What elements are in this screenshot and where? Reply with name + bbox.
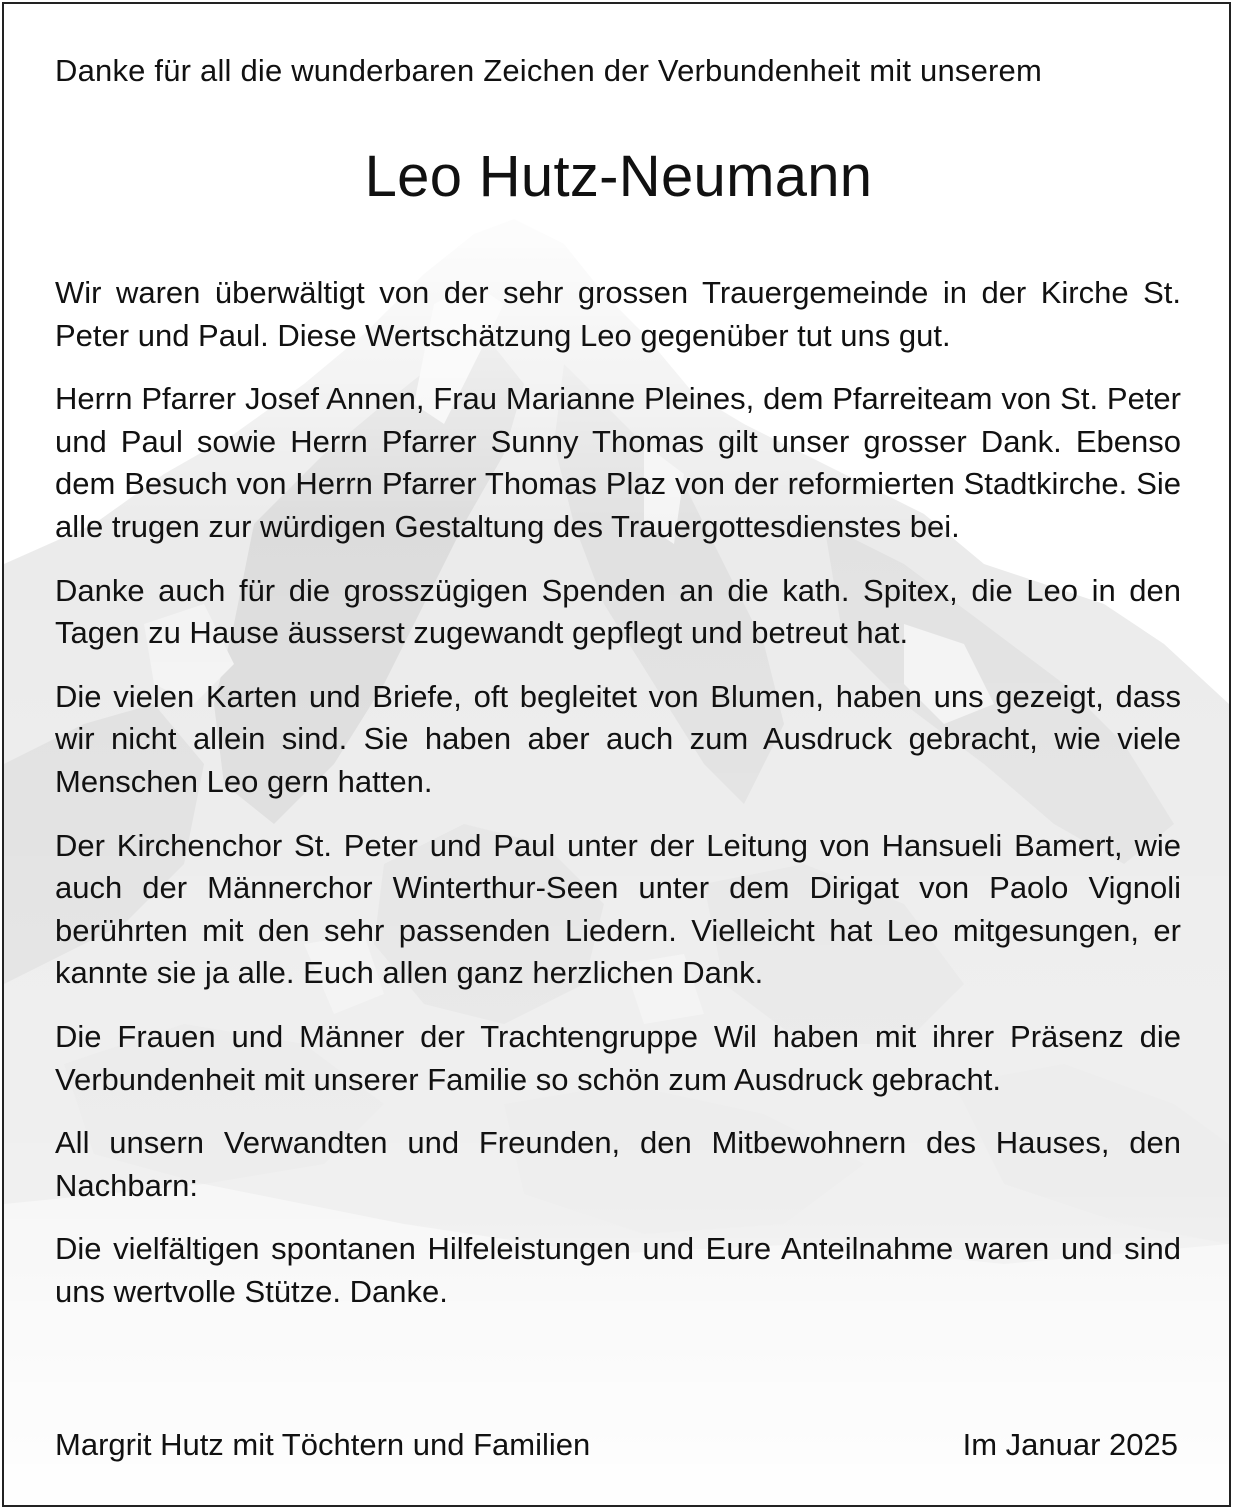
obituary-notice bbox=[2, 2, 1231, 1507]
paragraph: Der Kirchenchor St. Peter und Paul unter der Leitung von Hansueli Bamert, wie auch der Männerchor Winterthur-Seen unter dem Dirigat von Paolo Vignoli berührten mit den sehr passenden Liedern. Vielleicht hat Leo mitgesungen, er kannte sie ja alle. Euch allen ganz herzlichen Dank. bbox=[55, 827, 1181, 991]
paragraph: Herrn Pfarrer Josef Annen, Frau Marianne Pleines, dem Pfarreiteam von St. Peter und Paul sowie Herrn Pfarrer Sunny Thomas gilt unser grosser Dank. Ebenso dem Besuch von Herrn Pfarrer Thomas Plaz von der reformierten Stadtkirche. Sie alle trugen zur würdigen Gestaltung des Trauergottesdienstes bei. bbox=[55, 381, 1181, 544]
paragraph: Danke auch für die grosszügigen Spenden an die kath. Spitex, die Leo in den Tagen zu Hause äusserst zugewandt gepflegt und betreut hat. bbox=[55, 572, 1181, 651]
thanks-text bbox=[55, 272, 1181, 1334]
paragraph: Wir waren überwältigt von der sehr grossen Trauergemeinde in der Kirche St. Peter und Paul. Diese Wertschätzung Leo gegenüber tut uns gut. bbox=[55, 275, 1181, 353]
intro-line: Danke für all die wunderbaren Zeichen der Verbundenheit mit unserem bbox=[55, 53, 1043, 88]
deceased-name: Leo Hutz-Neumann bbox=[364, 144, 873, 209]
date-line: Im Januar 2025 bbox=[962, 1427, 1178, 1462]
paragraph: Die vielen Karten und Briefe, oft begleitet von Blumen, haben uns gezeigt, dass wir nicht allein sind. Sie haben aber auch zum Ausdruck gebracht, wie viele Menschen Leo gern hatten. bbox=[55, 678, 1181, 799]
paragraph: Die vielfältigen spontanen Hilfeleistungen und Eure Anteilnahme waren und sind uns wertvolle Stütze. Danke. bbox=[55, 1231, 1181, 1309]
paragraph: Die Frauen und Männer der Trachtengruppe Wil haben mit ihrer Präsenz die Verbundenheit mit unserer Familie so schön zum Ausdruck gebracht. bbox=[55, 1018, 1181, 1097]
signature: Margrit Hutz mit Töchtern und Familien bbox=[55, 1427, 591, 1462]
paragraph: All unsern Verwandten und Freunden, den Mitbewohnern des Hauses, den Nachbarn: bbox=[55, 1125, 1181, 1203]
